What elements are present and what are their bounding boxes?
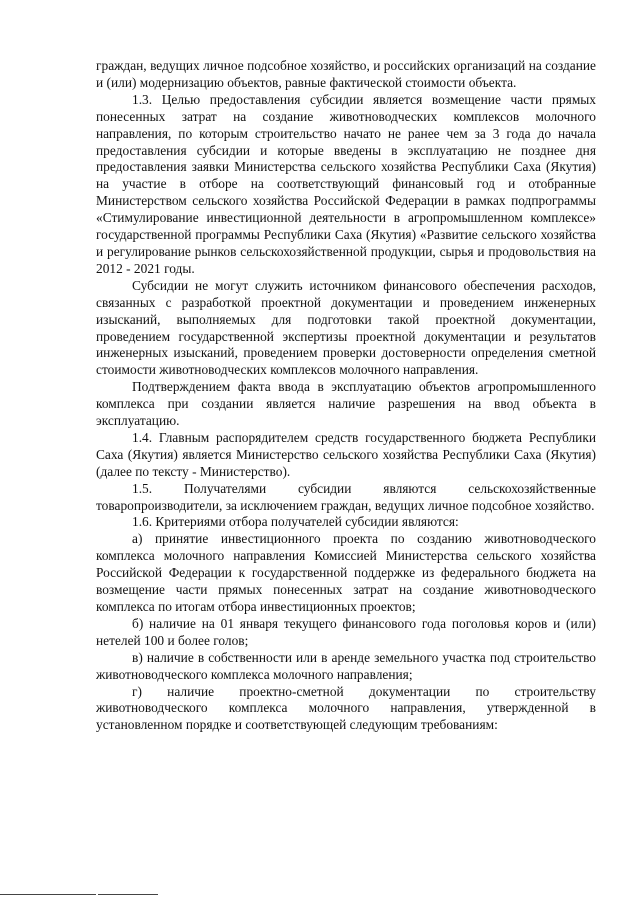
- paragraph-1-4: 1.4. Главным распорядителем средств государственного бюджета Республики Саха (Якутия) является Министерство сельского хозяйства Республики Саха (Якутия) (далее по тексту - Министерство).: [96, 429, 596, 479]
- paragraph-1-6: 1.6. Критериями отбора получателей субсидии являются:: [132, 514, 459, 530]
- paragraph-1-3: 1.3. Целью предоставления субсидии является возмещение части прямых понесенных затрат на создание животноводческих комплексов молочного направления, по которым строительство начато не ранее чем за 3 года до начала предоставления субсидии и которые введены в эксплуатацию не позднее дня предоставления заявки Министерства сельского хозяйства Республики Саха (Якутия) на участие в отборе на соответствующий финансовый год и отобранные Министерством сельского хозяйства Российской Федерации в рамках подпрограммы «Стимулирование инвестиционной деятельности в агропромышленном комплексе» государственной программы Республики Саха (Якутия) «Развитие сельского хозяйства и регулирование рынков сельскохозяйственной продукции, сырья и продовольствия на 2012 - 2021 годы.: [96, 91, 596, 276]
- bottom-rule-short: [98, 894, 158, 895]
- criterion-v: в) наличие в собственности или в аренде земельного участка под строительство животноводческого комплекса молочного направления;: [96, 649, 596, 682]
- document-page: [96, 58, 596, 734]
- paragraph-continuation: граждан, ведущих личное подсобное хозяйство, и российских организаций на создание и (или) модернизацию объектов, равные фактической стоимости объекта.: [96, 58, 596, 90]
- bottom-rule: [0, 894, 96, 895]
- criterion-g: г) наличие проектно-сметной документации по строительству животноводческого комплекса молочного направления, утвержденной в установленном порядке и соответствующей следующим требованиям:: [96, 683, 596, 733]
- criterion-a: а) принятие инвестиционного проекта по созданию животноводческого комплекса молочного направления Комиссией Министерства сельского хозяйства Российской Федерации к государственной поддержке из федерального бюджета на возмещение части прямых понесенных затрат на создание животноводческого комплекса по итогам отбора инвестиционных проектов;: [96, 531, 596, 614]
- paragraph-confirmation: Подтверждением факта ввода в эксплуатацию объектов агропромышленного комплекса при создании является наличие разрешения на ввод объекта в эксплуатацию.: [96, 379, 596, 429]
- paragraph-subsidy-limits: Субсидии не могут служить источником финансового обеспечения расходов, связанных с разработкой проектной документации и проведением инженерных изысканий, выполняемых для подготовки такой проектной документации, проведением государственной экспертизы проектной документации и результатов инженерных изысканий, проведением проверки достоверности определения сметной стоимости животноводческих комплексов молочного направления.: [96, 277, 596, 378]
- paragraph-1-5: 1.5. Получателями субсидии являются сельскохозяйственные товаропроизводители, за исключением граждан, ведущих личное подсобное хозяйство.: [96, 480, 596, 513]
- criterion-b: б) наличие на 01 января текущего финансового года поголовья коров и (или) нетелей 100 и более голов;: [96, 615, 596, 648]
